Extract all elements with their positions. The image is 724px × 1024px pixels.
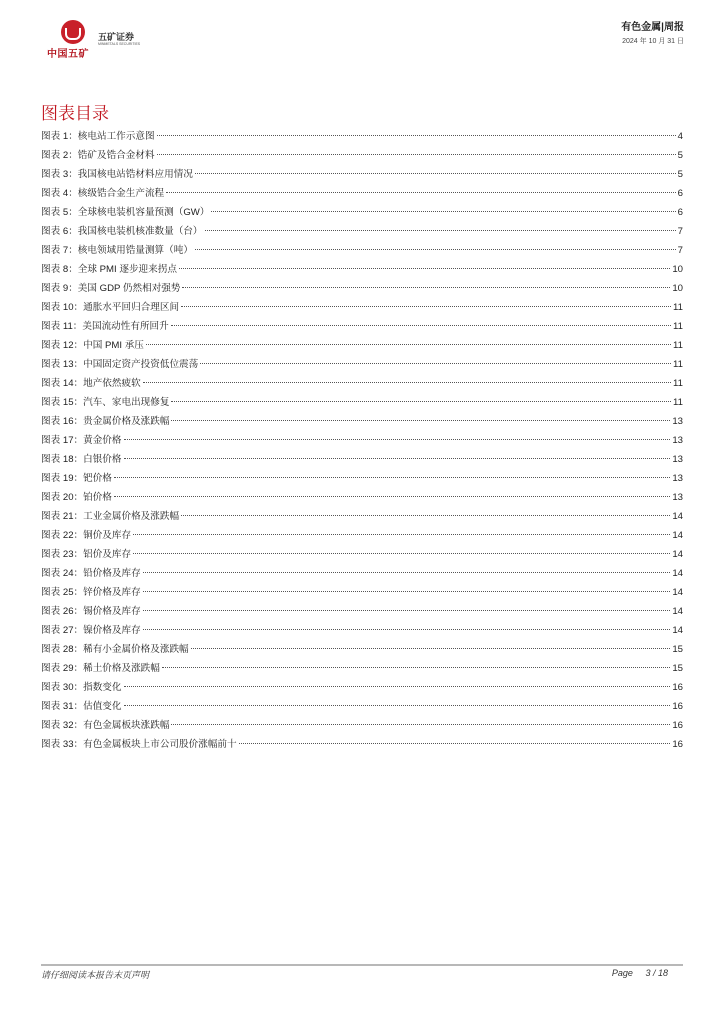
toc-item-page: 6 xyxy=(677,188,683,199)
toc-item-page: 14 xyxy=(672,587,683,598)
toc-dot-leader xyxy=(143,629,671,630)
toc-item-label: 图表 33：有色金属板块上市公司股价涨幅前十 xyxy=(41,739,237,750)
toc-item[interactable] xyxy=(41,375,683,394)
toc-dot-leader xyxy=(133,553,670,554)
company-logo xyxy=(44,18,154,58)
toc-dot-leader xyxy=(143,572,671,573)
toc-item[interactable] xyxy=(41,394,683,413)
toc-item-label: 图表 14：地产依然疲软 xyxy=(41,378,141,389)
toc-dot-leader xyxy=(211,211,675,212)
toc-dot-leader xyxy=(143,382,671,383)
toc-item-label: 图表 21：工业金属价格及涨跌幅 xyxy=(41,511,180,522)
toc-item[interactable] xyxy=(41,470,683,489)
toc-dot-leader xyxy=(205,230,676,231)
toc-item-label: 图表 18：白银价格 xyxy=(41,454,122,465)
toc-dot-leader xyxy=(191,648,671,649)
toc-item-label: 图表 32：有色金属板块涨跌幅 xyxy=(41,720,170,731)
toc-item[interactable] xyxy=(41,527,683,546)
toc-item-label: 图表 23：铝价及库存 xyxy=(41,549,132,560)
toc-item[interactable] xyxy=(41,660,683,679)
toc-item-label: 图表 31：估值变化 xyxy=(41,701,122,712)
toc-item[interactable] xyxy=(41,508,683,527)
toc-item-label: 图表 30：指数变化 xyxy=(41,682,122,693)
report-date: 2024 年 10 月 31 日 xyxy=(622,38,684,45)
footer-disclaimer: 请仔细阅读本报告末页声明 xyxy=(41,970,150,980)
toc-item-page: 11 xyxy=(673,359,683,370)
toc-item-page: 10 xyxy=(672,283,683,294)
toc-dot-leader xyxy=(124,439,671,440)
toc-item-page: 14 xyxy=(672,549,683,560)
toc-item-page: 16 xyxy=(672,739,683,750)
toc-item-label: 图表 24：铅价格及库存 xyxy=(41,568,141,579)
toc-dot-leader xyxy=(171,401,671,402)
toc-item-page: 13 xyxy=(672,454,683,465)
toc-item-page: 10 xyxy=(672,264,683,275)
toc-item[interactable] xyxy=(41,489,683,508)
toc-item-label: 图表 25：锌价格及库存 xyxy=(41,587,141,598)
toc-item-page: 11 xyxy=(673,397,683,408)
toc-item[interactable] xyxy=(41,413,683,432)
toc-item-page: 11 xyxy=(673,321,683,332)
toc-list xyxy=(41,128,683,755)
toc-item-label: 图表 4：核级锆合金生产流程 xyxy=(41,188,165,199)
toc-item-label: 图表 5：全球核电装机容量预测（GW） xyxy=(41,207,210,218)
toc-dot-leader xyxy=(143,610,671,611)
toc-item-page: 11 xyxy=(673,378,683,389)
toc-item-label: 图表 13：中国固定资产投资低位震荡 xyxy=(41,359,199,370)
toc-item-label: 图表 27：镍价格及库存 xyxy=(41,625,141,636)
toc-item[interactable] xyxy=(41,698,683,717)
toc-item-label: 图表 29：稀土价格及涨跌幅 xyxy=(41,663,160,674)
minmetals-seal-icon xyxy=(61,20,85,44)
toc-item[interactable] xyxy=(41,166,683,185)
toc-dot-leader xyxy=(181,306,671,307)
toc-dot-leader xyxy=(171,420,670,421)
toc-dot-leader xyxy=(157,135,676,136)
toc-item-page: 15 xyxy=(672,663,683,674)
toc-dot-leader xyxy=(171,325,671,326)
toc-item-label: 图表 26：锡价格及库存 xyxy=(41,606,141,617)
toc-item-label: 图表 2：锆矿及锆合金材料 xyxy=(41,150,155,161)
toc-dot-leader xyxy=(124,458,671,459)
toc-item-page: 16 xyxy=(672,701,683,712)
toc-item-label: 图表 3：我国核电站锆材料应用情况 xyxy=(41,169,193,180)
toc-item-label: 图表 20：铂价格 xyxy=(41,492,112,503)
toc-item-page: 11 xyxy=(673,340,683,351)
toc-item[interactable] xyxy=(41,451,683,470)
footer-divider xyxy=(41,964,683,966)
toc-item-label: 图表 1：核电站工作示意图 xyxy=(41,131,155,142)
toc-item-page: 7 xyxy=(677,245,683,256)
toc-dot-leader xyxy=(171,724,670,725)
toc-item-label: 图表 22：铜价及库存 xyxy=(41,530,132,541)
toc-item-page: 16 xyxy=(672,720,683,731)
toc-item-page: 14 xyxy=(672,625,683,636)
toc-item-page: 14 xyxy=(672,511,683,522)
toc-dot-leader xyxy=(114,477,670,478)
toc-item-page: 16 xyxy=(672,682,683,693)
toc-dot-leader xyxy=(200,363,671,364)
toc-item-label: 图表 28：稀有小金属价格及涨跌幅 xyxy=(41,644,189,655)
toc-item-page: 5 xyxy=(677,169,683,180)
footer-page-number: 3 / 18 xyxy=(645,968,668,978)
toc-item[interactable] xyxy=(41,299,683,318)
toc-item-page: 13 xyxy=(672,492,683,503)
toc-dot-leader xyxy=(166,192,676,193)
toc-item-page: 6 xyxy=(677,207,683,218)
toc-item-page: 5 xyxy=(677,150,683,161)
toc-item[interactable] xyxy=(41,261,683,280)
toc-item[interactable] xyxy=(41,223,683,242)
report-type: 有色金属|周报 xyxy=(621,22,684,33)
toc-dot-leader xyxy=(195,249,676,250)
toc-dot-leader xyxy=(157,154,676,155)
toc-item-page: 13 xyxy=(672,435,683,446)
toc-item-page: 4 xyxy=(677,131,683,142)
toc-item-label: 图表 15：汽车、家电出现修复 xyxy=(41,397,170,408)
footer-page-label: Page xyxy=(611,968,633,978)
toc-item-label: 图表 19：钯价格 xyxy=(41,473,112,484)
toc-item-label: 图表 12：中国 PMI 承压 xyxy=(41,340,144,351)
toc-item[interactable] xyxy=(41,584,683,603)
toc-item[interactable] xyxy=(41,337,683,356)
toc-item[interactable] xyxy=(41,204,683,223)
toc-item-page: 14 xyxy=(672,530,683,541)
toc-item[interactable] xyxy=(41,280,683,299)
toc-item[interactable] xyxy=(41,679,683,698)
toc-dot-leader xyxy=(124,686,671,687)
toc-item-page: 11 xyxy=(673,302,683,313)
toc-item[interactable] xyxy=(41,717,683,736)
toc-title: 图表目录 xyxy=(41,104,109,123)
toc-dot-leader xyxy=(181,515,670,516)
toc-item-label: 图表 17：黄金价格 xyxy=(41,435,122,446)
toc-item-label: 图表 11：美国流动性有所回升 xyxy=(41,321,169,332)
toc-dot-leader xyxy=(195,173,676,174)
toc-item-page: 13 xyxy=(672,416,683,427)
logo-securities-name: 五矿证券 xyxy=(98,32,135,42)
toc-item[interactable] xyxy=(41,546,683,565)
toc-item-page: 14 xyxy=(672,568,683,579)
toc-dot-leader xyxy=(182,287,670,288)
toc-item-label: 图表 7：核电领域用锆量测算（吨） xyxy=(41,245,193,256)
page-header xyxy=(0,0,724,70)
toc-item[interactable] xyxy=(41,641,683,660)
toc-item-label: 图表 6：我国核电装机核准数量（台） xyxy=(41,226,203,237)
toc-item[interactable] xyxy=(41,432,683,451)
toc-item[interactable] xyxy=(41,356,683,375)
toc-item-page: 15 xyxy=(672,644,683,655)
logo-securities-name-en: MINMETALS SECURITIES xyxy=(98,42,141,46)
toc-dot-leader xyxy=(162,667,670,668)
toc-item-label: 图表 8：全球 PMI 逐步迎来拐点 xyxy=(41,264,177,275)
toc-dot-leader xyxy=(133,534,670,535)
toc-item-page: 7 xyxy=(677,226,683,237)
toc-dot-leader xyxy=(239,743,671,744)
toc-item-label: 图表 10：通胀水平回归合理区间 xyxy=(41,302,180,313)
toc-dot-leader xyxy=(124,705,671,706)
logo-company-name: 中国五矿 xyxy=(47,49,89,60)
toc-dot-leader xyxy=(143,591,671,592)
toc-item[interactable] xyxy=(41,242,683,261)
toc-item[interactable] xyxy=(41,318,683,337)
toc-item[interactable] xyxy=(41,128,683,147)
toc-item-page: 14 xyxy=(672,606,683,617)
toc-item-label: 图表 16：贵金属价格及涨跌幅 xyxy=(41,416,170,427)
toc-item-page: 13 xyxy=(672,473,683,484)
toc-item[interactable] xyxy=(41,736,683,755)
toc-item[interactable] xyxy=(41,603,683,622)
toc-item[interactable] xyxy=(41,147,683,166)
footer-page-info xyxy=(612,968,668,978)
toc-item-label: 图表 9：美国 GDP 仍然相对强势 xyxy=(41,283,181,294)
toc-dot-leader xyxy=(114,496,670,497)
toc-dot-leader xyxy=(179,268,670,269)
toc-item[interactable] xyxy=(41,622,683,641)
toc-dot-leader xyxy=(146,344,671,345)
toc-item[interactable] xyxy=(41,185,683,204)
toc-item[interactable] xyxy=(41,565,683,584)
